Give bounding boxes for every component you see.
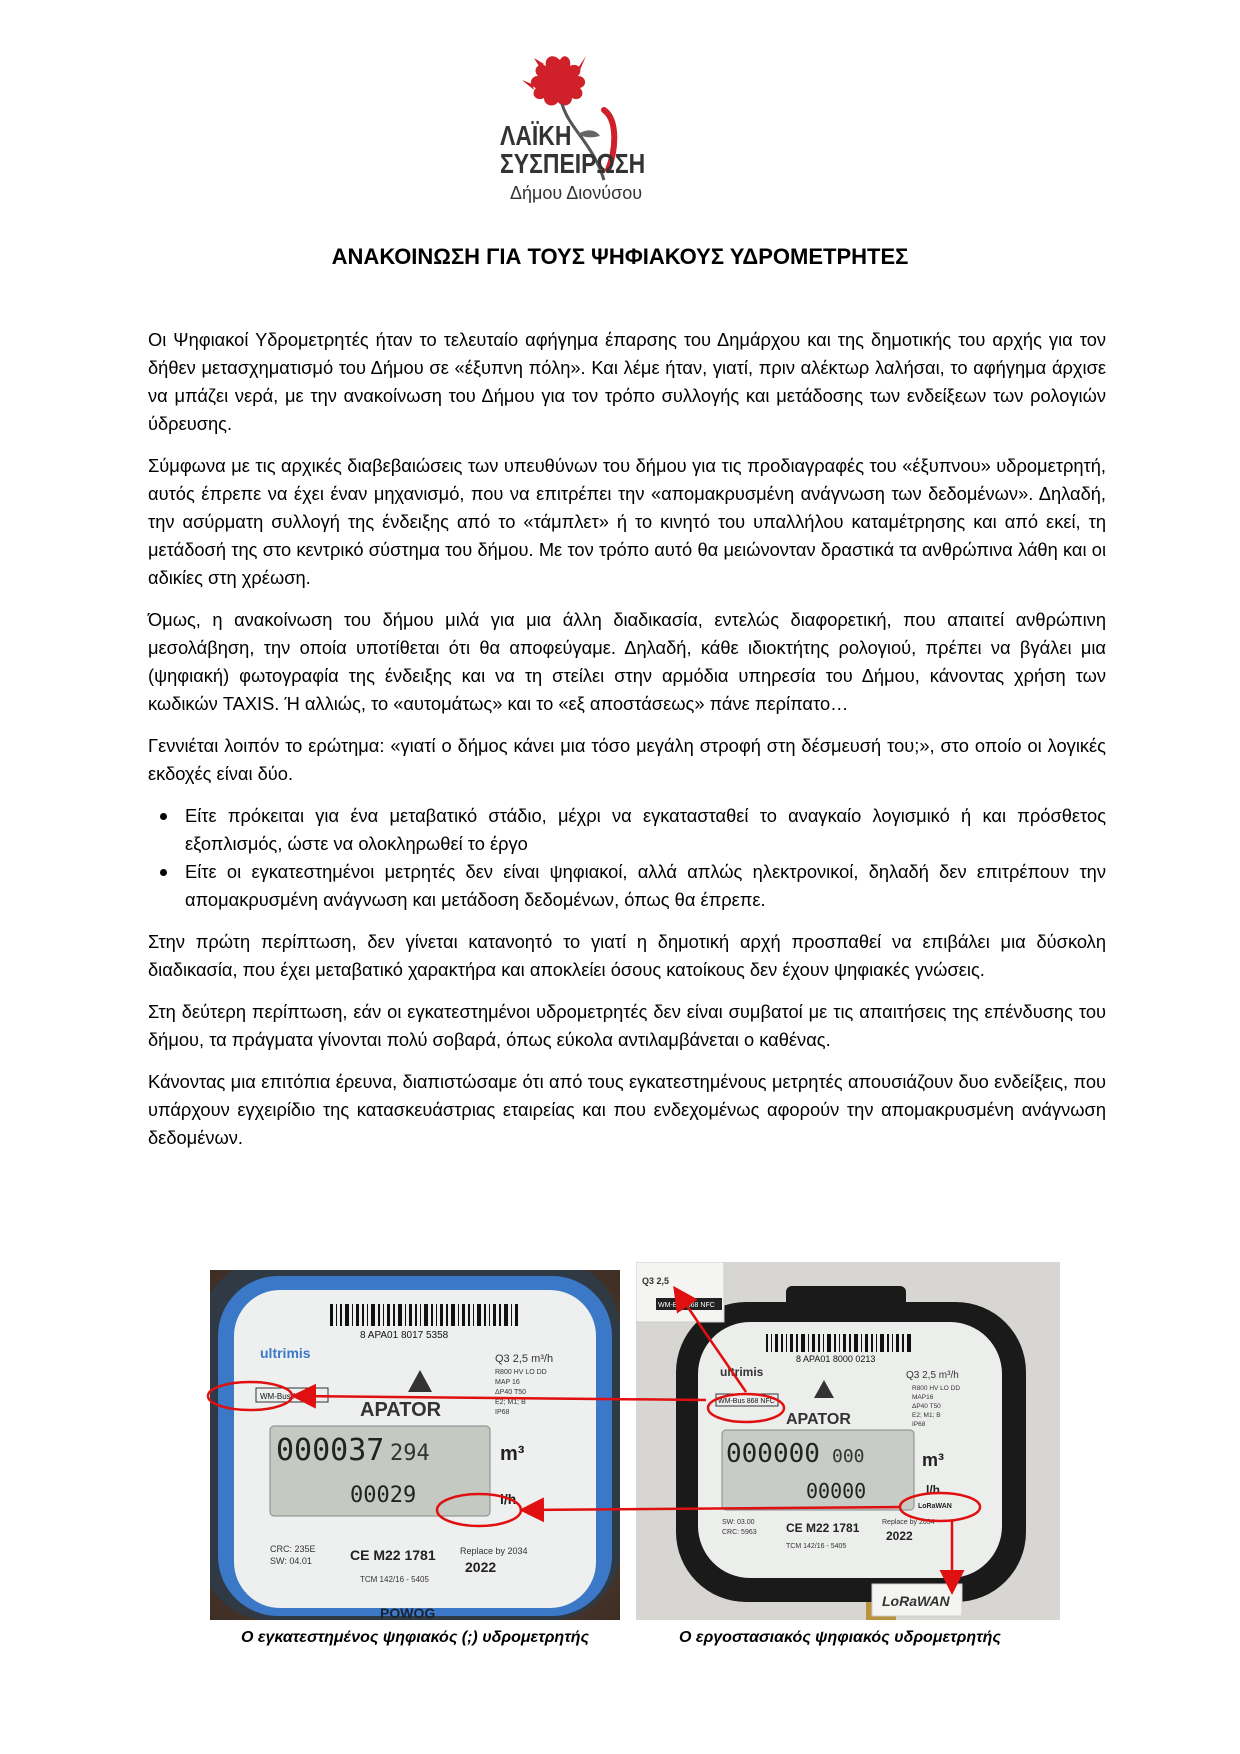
logo-line3: Δήμου Διονύσου xyxy=(510,183,643,203)
bullet-item xyxy=(148,802,1106,858)
spec-line: R800 HV LO DD xyxy=(912,1385,961,1392)
flow-rating: Q3 2,5 m³/h xyxy=(906,1370,959,1381)
volume-decimals: 000 xyxy=(832,1446,865,1467)
flow-unit: l/h xyxy=(926,1483,940,1497)
spec-line: MAP16 xyxy=(912,1394,934,1401)
ce-mark: CE M22 1781 xyxy=(786,1521,860,1535)
spec-line: MAP 16 xyxy=(495,1379,520,1386)
lorawan-label: LoRaWAN xyxy=(918,1503,952,1510)
spec-line: IP68 xyxy=(912,1421,926,1428)
replace-label: Replace by 2034 xyxy=(460,1546,528,1556)
paragraph-1: Οι Ψηφιακοί Υδρομετρητές ήταν το τελευταίο αφήγημα έπαρσης του Δημάρχου και της δημοτικής του αρχής για τον δήθεν μετασχηματισμό του Δήμου σε «έξυπνη πόλη». Και λέμε ήταν, γιατί, πριν αλέκτωρ λαλήσαι, το αφήγημα άρχισε να μπάζει νερά, με την ανακοίνωση του Δήμου για τον τρόπο συλλογής και μετάδοσης των ενδείξεων των ρολογιών ύδρευσης. xyxy=(148,329,1106,434)
sw-label: SW: 03.00 xyxy=(722,1519,755,1526)
year-label: 2022 xyxy=(465,1559,497,1575)
paragraph-2: Σύμφωνα με τις αρχικές διαβεβαιώσεις των υπευθύνων του δήμου για τις προδιαγραφές του «έξυπνου» υδρομετρητή, αυτός έπρεπε να έχει έναν μηχανισμό, που να επιτρέπει την «απομακρυσμένη ανάγνωση των δεδομένων». Δηλαδή, την ασύρματη συλλογή της ένδειξης από το «τάμπλετ» ή το κινητό του υπαλλήλου καταμέτρησης και από εκεί, τη μετάδοσή της στο κεντρικό σύστημα του δήμου. Με τον τρόπο αυτό θα μειώνονταν δραστικά τα ανθρώπινα λάθη και οι αδικίες στη χρέωση. xyxy=(148,455,1106,588)
bullet-icon xyxy=(160,869,167,876)
volume-reading: 000000 xyxy=(726,1439,820,1469)
volume-unit: m³ xyxy=(500,1443,525,1465)
volume-decimals: 294 xyxy=(390,1441,430,1466)
replace-label: Replace by 2034 xyxy=(882,1519,935,1526)
crc-label: CRC: 5963 xyxy=(722,1529,757,1536)
paragraph-3: Όμως, η ανακοίνωση του δήμου μιλά για μια άλλη διαδικασία, εντελώς διαφορετική, που απαιτεί ανθρώπινη μεσολάβηση, την οποία υποτίθεται ότι θα αποφεύγαμε. Δηλαδή, κάθε ιδιοκτήτης ρολογιού, πρέπει να βγάλει μια (ψηφιακή) φωτογραφία της ένδειξης και να τη στείλει στην αρμόδια υπηρεσία του Δήμου, κάνοντας χρήση των κωδικών TAXIS. Ή αλλιώς, το «αυτομάτως» και το «εξ αποστάσεως» πάνε περίπατο… xyxy=(148,609,1106,714)
barcode-number: 8 APA01 8000 0213 xyxy=(796,1354,876,1364)
volume-unit: m³ xyxy=(922,1450,944,1470)
bullet-text: Είτε πρόκειται για ένα μεταβατικό στάδιο, μέχρι να εγκατασταθεί το αναγκαίο λογισμικό ή και πρόσθετος εξοπλισμός, ώστε να ολοκληρωθεί το έργο xyxy=(185,805,1106,854)
document-body xyxy=(148,326,1106,1166)
inset-q: Q3 2,5 xyxy=(642,1276,670,1286)
paragraph-4: Γεννιέται λοιπόν το ερώτημα: «γιατί ο δήμος κάνει μια τόσο μεγάλη στροφή στη δέσμευσή του;», στο οποίο οι λογικές εκδοχές είναι δύο. xyxy=(148,735,1106,784)
spec-line: IP68 xyxy=(495,1409,510,1416)
logo-line2: ΣΥΣΠΕΙΡΩΣΗ xyxy=(500,148,646,179)
paragraph-6: Στη δεύτερη περίπτωση, εάν οι εγκατεστημένοι υδρομετρητές δεν είναι συμβατοί με τις απαιτήσεις της επένδυσης του δήμου, τα πράγματα γίνονται πολύ σοβαρά, όπως εύκολα αντιλαμβάνεται ο καθένας. xyxy=(148,1001,1106,1050)
inset-label: WM-Bus 868 NFC xyxy=(658,1302,715,1309)
wmbus-label: WM-Bus 868 NFC xyxy=(718,1398,775,1405)
ce-mark: CE M22 1781 xyxy=(350,1547,436,1563)
volume-reading: 000037 xyxy=(276,1433,385,1468)
maker-label: APATOR xyxy=(360,1399,442,1421)
installed-meter-photo xyxy=(210,1270,620,1620)
flow-unit: l/h xyxy=(500,1491,517,1507)
spec-line: E2; M1; B xyxy=(912,1412,941,1419)
tcm-label: TCM 142/16 - 5405 xyxy=(360,1575,429,1584)
year-label: 2022 xyxy=(886,1529,913,1543)
flow-reading: 00000 xyxy=(806,1479,867,1503)
logo-line1: ΛΑΪΚΗ xyxy=(500,120,572,151)
caption-factory-meter: Ο εργοστασιακός ψηφιακός υδρομετρητής xyxy=(679,1629,1001,1646)
page-title: ΑΝΑΚΟΙΝΩΣΗ ΓΙΑ ΤΟΥΣ ΨΗΦΙΑΚΟΥΣ ΥΔΡΟΜΕΤΡΗΤΕΣ xyxy=(331,244,909,269)
bullet-icon xyxy=(160,813,167,820)
sw-label: SW: 04.01 xyxy=(270,1556,312,1566)
flow-reading: 00029 xyxy=(350,1483,417,1508)
bullet-text: Είτε οι εγκατεστημένοι μετρητές δεν είναι ψηφιακοί, αλλά απλώς ηλεκτρονικοί, δηλαδή δεν επιτρέπουν την απομακρυσμένη ανάγνωση και μετάδοση δεδομένων, όπως θα έπρεπε. xyxy=(185,861,1106,910)
wmbus-label: WM-Bus NFC xyxy=(260,1392,310,1401)
lorawan-sticker: LoRaWAN xyxy=(882,1593,950,1609)
caption-installed-meter: Ο εγκατεστημένος ψηφιακός (;) υδρομετρητής xyxy=(240,1629,590,1646)
logo xyxy=(500,50,730,203)
rim-text: POWOG xyxy=(380,1605,436,1620)
brand-label: ultrimis xyxy=(260,1345,311,1361)
bullet-list xyxy=(148,802,1106,914)
crc-label: CRC: 235E xyxy=(270,1544,316,1554)
barcode-number: 8 APA01 8017 5358 xyxy=(360,1330,449,1341)
factory-meter-photo xyxy=(636,1262,1060,1620)
bullet-item xyxy=(148,858,1106,914)
brand-label: ultrimis xyxy=(720,1365,764,1379)
paragraph-7: Κάνοντας μια επιτόπια έρευνα, διαπιστώσαμε ότι από τους εγκατεστημένους μετρητές απουσιάζουν δυο ενδείξεις, που υπάρχουν εγχειρίδιο της κατασκευάστριας εταιρείας και που ενδεχομένως αφορούν την απομακρυσμένη ανάγνωση δεδομένων. xyxy=(148,1071,1106,1148)
spec-line: E2; M1; B xyxy=(495,1399,526,1406)
paragraph-5: Στην πρώτη περίπτωση, δεν γίνεται κατανοητό το γιατί η δημοτική αρχή προσπαθεί να επιβάλει μια δύσκολη διαδικασία, που έχει μεταβατικό χαρακτήρα και αποκλείει όσους κατοίκους δεν έχουν ψηφιακές γνώσεις. xyxy=(148,931,1106,980)
maker-label: APATOR xyxy=(786,1411,851,1428)
tcm-label: TCM 142/16 - 5405 xyxy=(786,1543,847,1550)
flow-rating: Q3 2,5 m³/h xyxy=(495,1353,554,1365)
spec-line: ΔP40 T50 xyxy=(495,1389,527,1396)
spec-line: R800 HV LO DD xyxy=(495,1369,547,1376)
spec-line: ΔP40 T50 xyxy=(912,1403,941,1410)
